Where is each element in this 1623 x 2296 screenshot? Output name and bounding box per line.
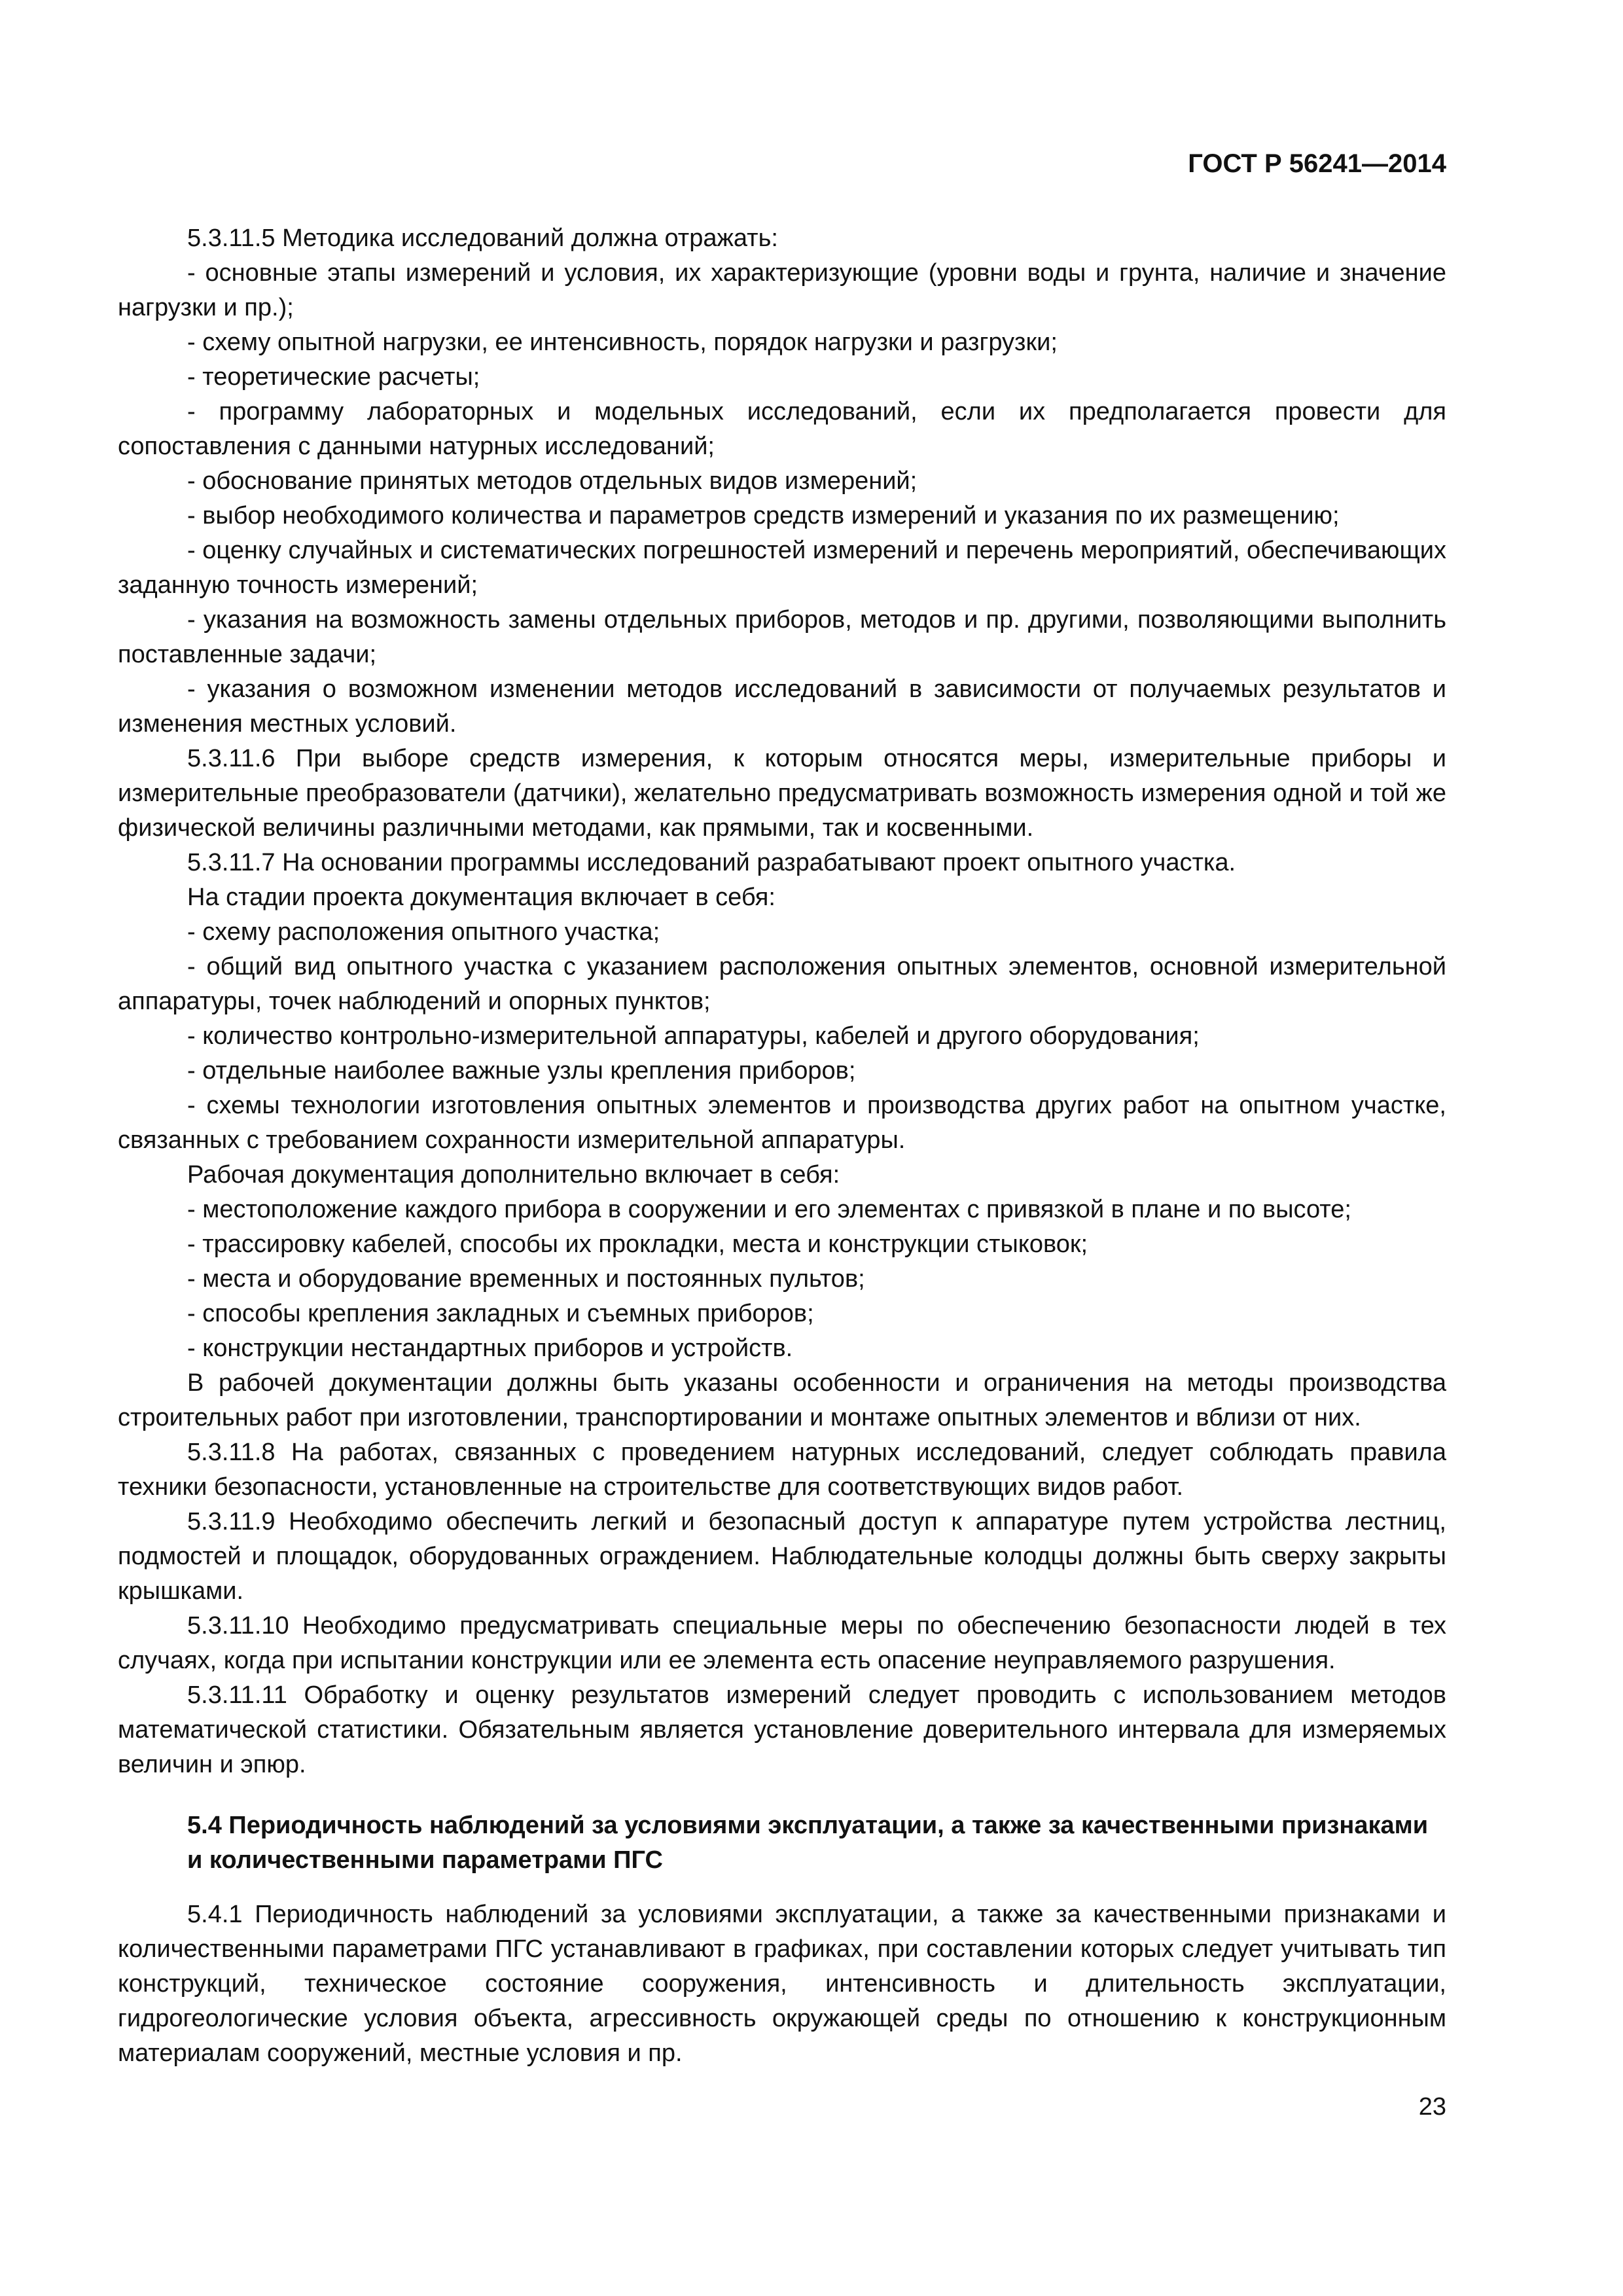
section-5-4-text	[118, 1897, 1446, 2071]
paragraph: 5.4.1 Периодичность наблюдений за условиями эксплуатации, а также за качественными признаками и количественными параметрами ПГС устанавливают в графиках, при составлении которых следует учитывать тип конструкций, техническое состояние сооружения, интенсивность и длительность эксплуатации, гидрогеологические условия объекта, агрессивность окружающей среды по отношению к конструкционным материалам сооружений, местные условия и пр.	[118, 1901, 1446, 2067]
section-5-3-11-text	[118, 221, 1446, 1782]
paragraph: - оценку случайных и систематических погрешностей измерений и перечень мероприятий, обеспечивающих заданную точность измерений;	[118, 537, 1446, 599]
paragraph: - трассировку кабелей, способы их прокладки, места и конструкции стыковок;	[187, 1230, 1088, 1258]
paragraph: - теоретические расчеты;	[187, 363, 480, 391]
paragraph: 5.3.11.7 На основании программы исследований разрабатывают проект опытного участка.	[187, 849, 1236, 876]
paragraph: - общий вид опытного участка с указанием расположения опытных элементов, основной измерительной аппаратуры, точек наблюдений и опорных пунктов;	[118, 953, 1446, 1015]
paragraph: - указания о возможном изменении методов исследований в зависимости от получаемых результатов и изменения местных условий.	[118, 675, 1446, 738]
paragraph: На стадии проекта документация включает в себя:	[187, 884, 776, 911]
paragraph: 5.3.11.8 На работах, связанных с проведением натурных исследований, следует соблюдать правила техники безопасности, установленные на строительстве для соответствующих видов работ.	[118, 1439, 1446, 1501]
paragraph: 5.3.11.11 Обработку и оценку результатов измерений следует проводить с использованием методов математической статистики. Обязательным является установление доверительного интервала для измеряемых величин и эпюр.	[118, 1681, 1446, 1778]
paragraph: - схему опытной нагрузки, ее интенсивность, порядок нагрузки и разгрузки;	[187, 329, 1058, 356]
document-header-id: ГОСТ Р 56241—2014	[1188, 149, 1446, 178]
paragraph: - программу лабораторных и модельных исследований, если их предполагается провести для сопоставления с данными натурных исследований;	[118, 398, 1446, 460]
paragraph: В рабочей документации должны быть указаны особенности и ограничения на методы производства строительных работ при изготовлении, транспортировании и монтаже опытных элементов и вблизи от них.	[118, 1369, 1446, 1431]
page-number: 23	[1418, 2093, 1446, 2121]
document-page	[118, 0, 1446, 2296]
paragraph: 5.3.11.9 Необходимо обеспечить легкий и безопасный доступ к аппаратуре путем устройства лестниц, подмостей и площадок, оборудованных ограждением. Наблюдательные колодцы должны быть сверху закрыты крышками.	[118, 1508, 1446, 1605]
paragraph: - указания на возможность замены отдельных приборов, методов и пр. другими, позволяющими выполнить поставленные задачи;	[118, 606, 1446, 668]
paragraph: 5.3.11.6 При выборе средств измерения, к которым относятся меры, измерительные приборы и измерительные преобразователи (датчики), желательно предусматривать возможность измерения одной и той же физической величины различными методами, как прямыми, так и косвенными.	[118, 745, 1446, 842]
paragraph: - местоположение каждого прибора в сооружении и его элементах с привязкой в плане и по высоте;	[187, 1196, 1351, 1223]
section-heading-5-4: 5.4 Периодичность наблюдений за условиями эксплуатации, а также за качественными признаками и количественными параметрами ПГС	[187, 1812, 1429, 1874]
paragraph: 5.3.11.5 Методика исследований должна отражать:	[187, 224, 778, 252]
paragraph: - основные этапы измерений и условия, их характеризующие (уровни воды и грунта, наличие и значение нагрузки и пр.);	[118, 259, 1446, 321]
paragraph: 5.3.11.10 Необходимо предусматривать специальные меры по обеспечению безопасности людей в тех случаях, когда при испытании конструкции или ее элемента есть опасение неуправляемого разрушения.	[118, 1612, 1446, 1674]
paragraph: - способы крепления закладных и съемных приборов;	[187, 1300, 814, 1327]
paragraph: - обоснование принятых методов отдельных видов измерений;	[187, 467, 918, 495]
document-body	[118, 221, 1446, 2071]
paragraph: - выбор необходимого количества и параметров средств измерений и указания по их размещению;	[187, 502, 1340, 529]
paragraph: - схему расположения опытного участка;	[187, 918, 660, 946]
paragraph: - количество контрольно-измерительной аппаратуры, кабелей и другого оборудования;	[187, 1022, 1200, 1050]
paragraph: - схемы технологии изготовления опытных элементов и производства других работ на опытном участке, связанных с требованием сохранности измерительной аппаратуры.	[118, 1092, 1446, 1154]
paragraph: - отдельные наиболее важные узлы крепления приборов;	[187, 1057, 856, 1085]
paragraph: - места и оборудование временных и постоянных пультов;	[187, 1265, 865, 1293]
paragraph: Рабочая документация дополнительно включает в себя:	[187, 1161, 840, 1189]
paragraph: - конструкции нестандартных приборов и устройств.	[187, 1335, 793, 1362]
